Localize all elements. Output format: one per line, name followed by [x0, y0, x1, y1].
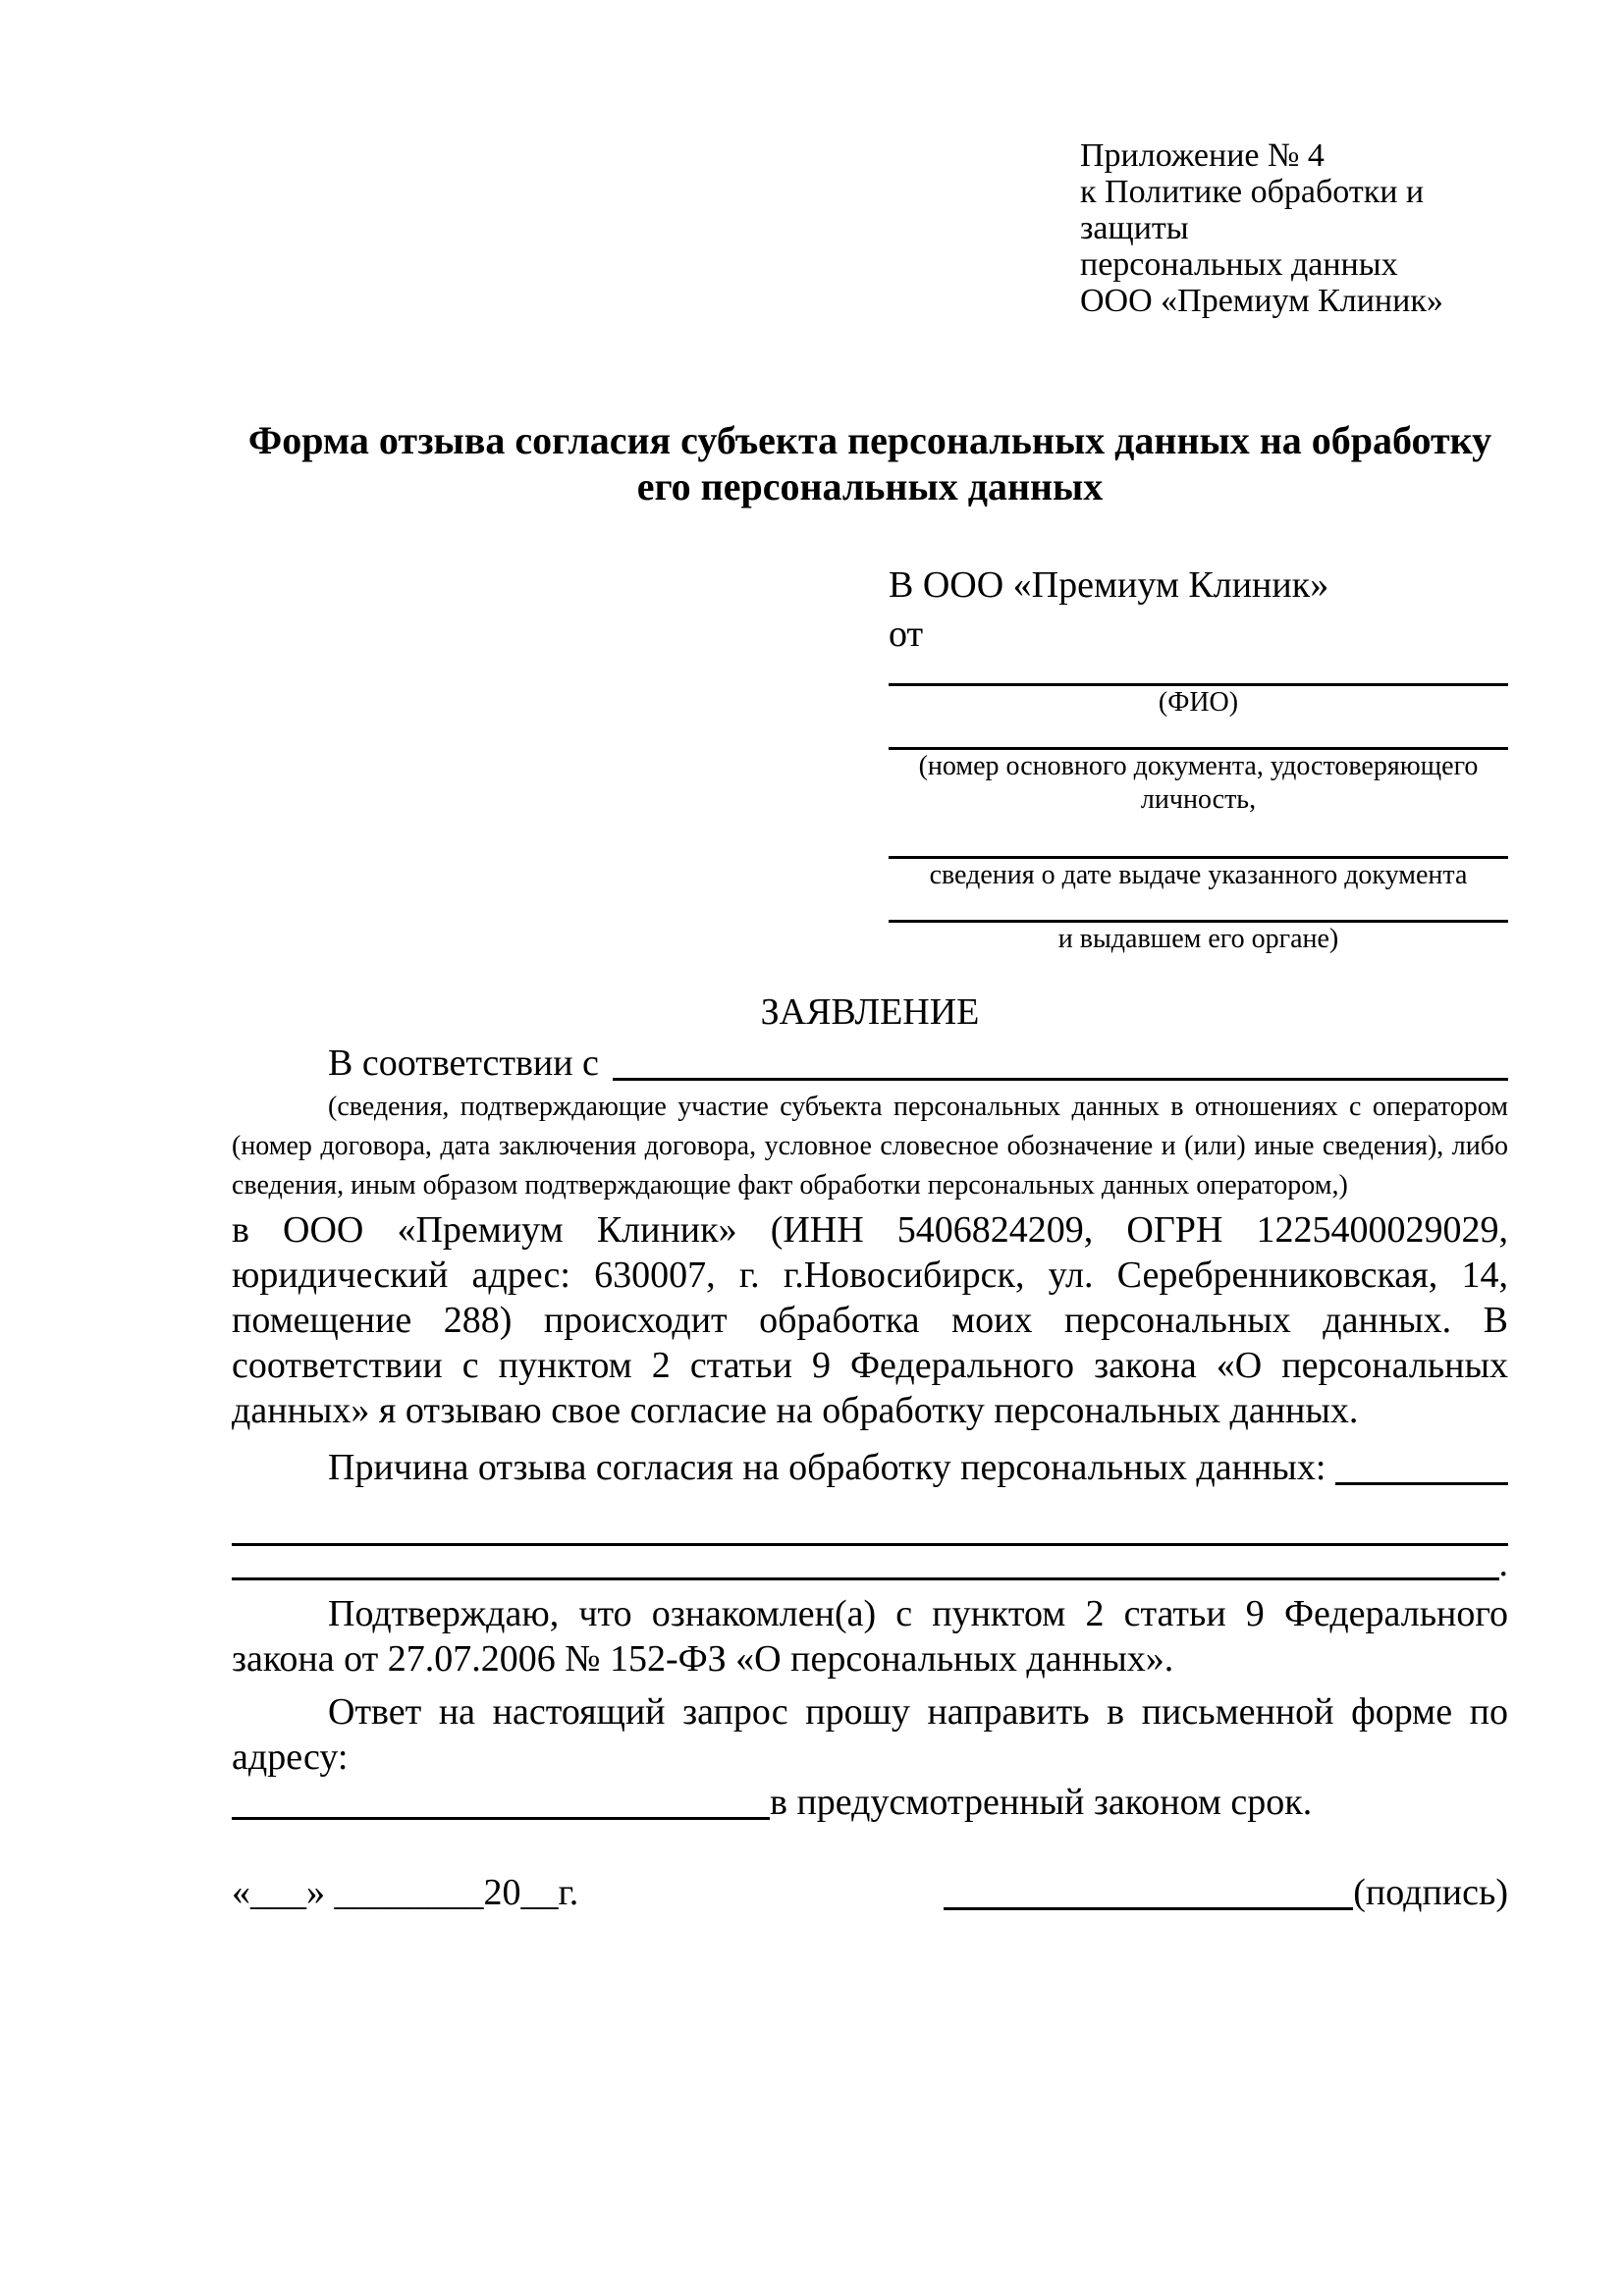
- blank-line-terminator: .: [1498, 1543, 1508, 1584]
- addressee-to: В ООО «Премиум Клиник»: [889, 564, 1329, 606]
- fio-field: [889, 683, 1508, 720]
- appendix-header-line: ООО «Премиум Клиник»: [1080, 283, 1443, 319]
- issuing-authority-caption: и выдавшем его органе): [1057, 924, 1339, 954]
- issue-date-field: [889, 856, 1508, 892]
- fio-caption: (ФИО): [1158, 687, 1239, 718]
- addressee-block: [889, 563, 1508, 956]
- document-title: Форма отзыва согласия субъекта персональных данных на обработку его персональных данных: [247, 418, 1492, 508]
- reason-continuation-blank-line: [232, 1577, 1499, 1580]
- confirmation-paragraph: Подтверждаю, что ознакомлен(а) с пунктом 2 статьи 9 Федерального закона от 27.07.2006 № 152-ФЗ «О персональных данных».: [232, 1593, 1508, 1680]
- address-blank-line: [232, 1817, 770, 1820]
- appendix-header-line: Приложение № 4: [1080, 137, 1325, 174]
- reason-row: [232, 1445, 1508, 1490]
- signature-blank-line: [944, 1907, 1353, 1910]
- date-line: «___» ________20__г.: [232, 1872, 579, 1913]
- response-address-row: [232, 1780, 1508, 1825]
- reason-continuation-row: [232, 1543, 1508, 1584]
- intro-prefix: В соответствии с: [328, 1042, 599, 1084]
- signature-caption: (подпись): [1353, 1872, 1508, 1913]
- statement-heading: ЗАЯВЛЕНИЕ: [760, 991, 980, 1033]
- issue-date-caption: сведения о дате выдаче указанного документа: [929, 860, 1468, 890]
- reason-label: Причина отзыва согласия на обработку персональных данных:: [328, 1447, 1326, 1488]
- addressee-from-label: от: [889, 614, 924, 655]
- small-print-caption: (сведения, подтверждающие участие субъекта персональных данных в отношениях с оператором (номер договора, дата заключения договора, условное словесное обозначение и (или) иные сведения), либо сведения, иным образом подтверждающие факт обработки персональных данных оператором,): [232, 1092, 1508, 1201]
- response-suffix: в предусмотренный законом срок.: [770, 1782, 1313, 1823]
- document-number-caption: (номер основного документа, удостоверяющего личность,: [918, 751, 1479, 815]
- appendix-header-line: к Политике обработки и защиты: [1080, 174, 1425, 246]
- reason-blank-line: [1335, 1482, 1508, 1485]
- appendix-header-line: персональных данных: [1080, 246, 1398, 283]
- statement-body: в ООО «Премиум Клиник» (ИНН 5406824209, ОГРН 1225400029029, юридический адрес: 630007, г. г.Новосибирск, ул. Серебренниковская, 14, помещение 288) происходит обработка моих персональных данных. В соответствии с пунктом 2 статьи 9 Федерального закона «О персональных данных» я отзываю свое согласие на обработку персональных данных.: [232, 1209, 1508, 1431]
- appendix-header: [1080, 137, 1508, 319]
- document-number-field: [889, 747, 1508, 817]
- issuing-authority-field: [889, 920, 1508, 956]
- date-signature-row: [232, 1870, 1508, 1915]
- response-request-paragraph: Ответ на настоящий запрос прошу направить в письменной форме по адресу:: [232, 1691, 1508, 1778]
- reason-continuation-blank-line: [232, 1490, 1508, 1546]
- intro-blank-line: [613, 1078, 1508, 1081]
- intro-row: [232, 1041, 1508, 1086]
